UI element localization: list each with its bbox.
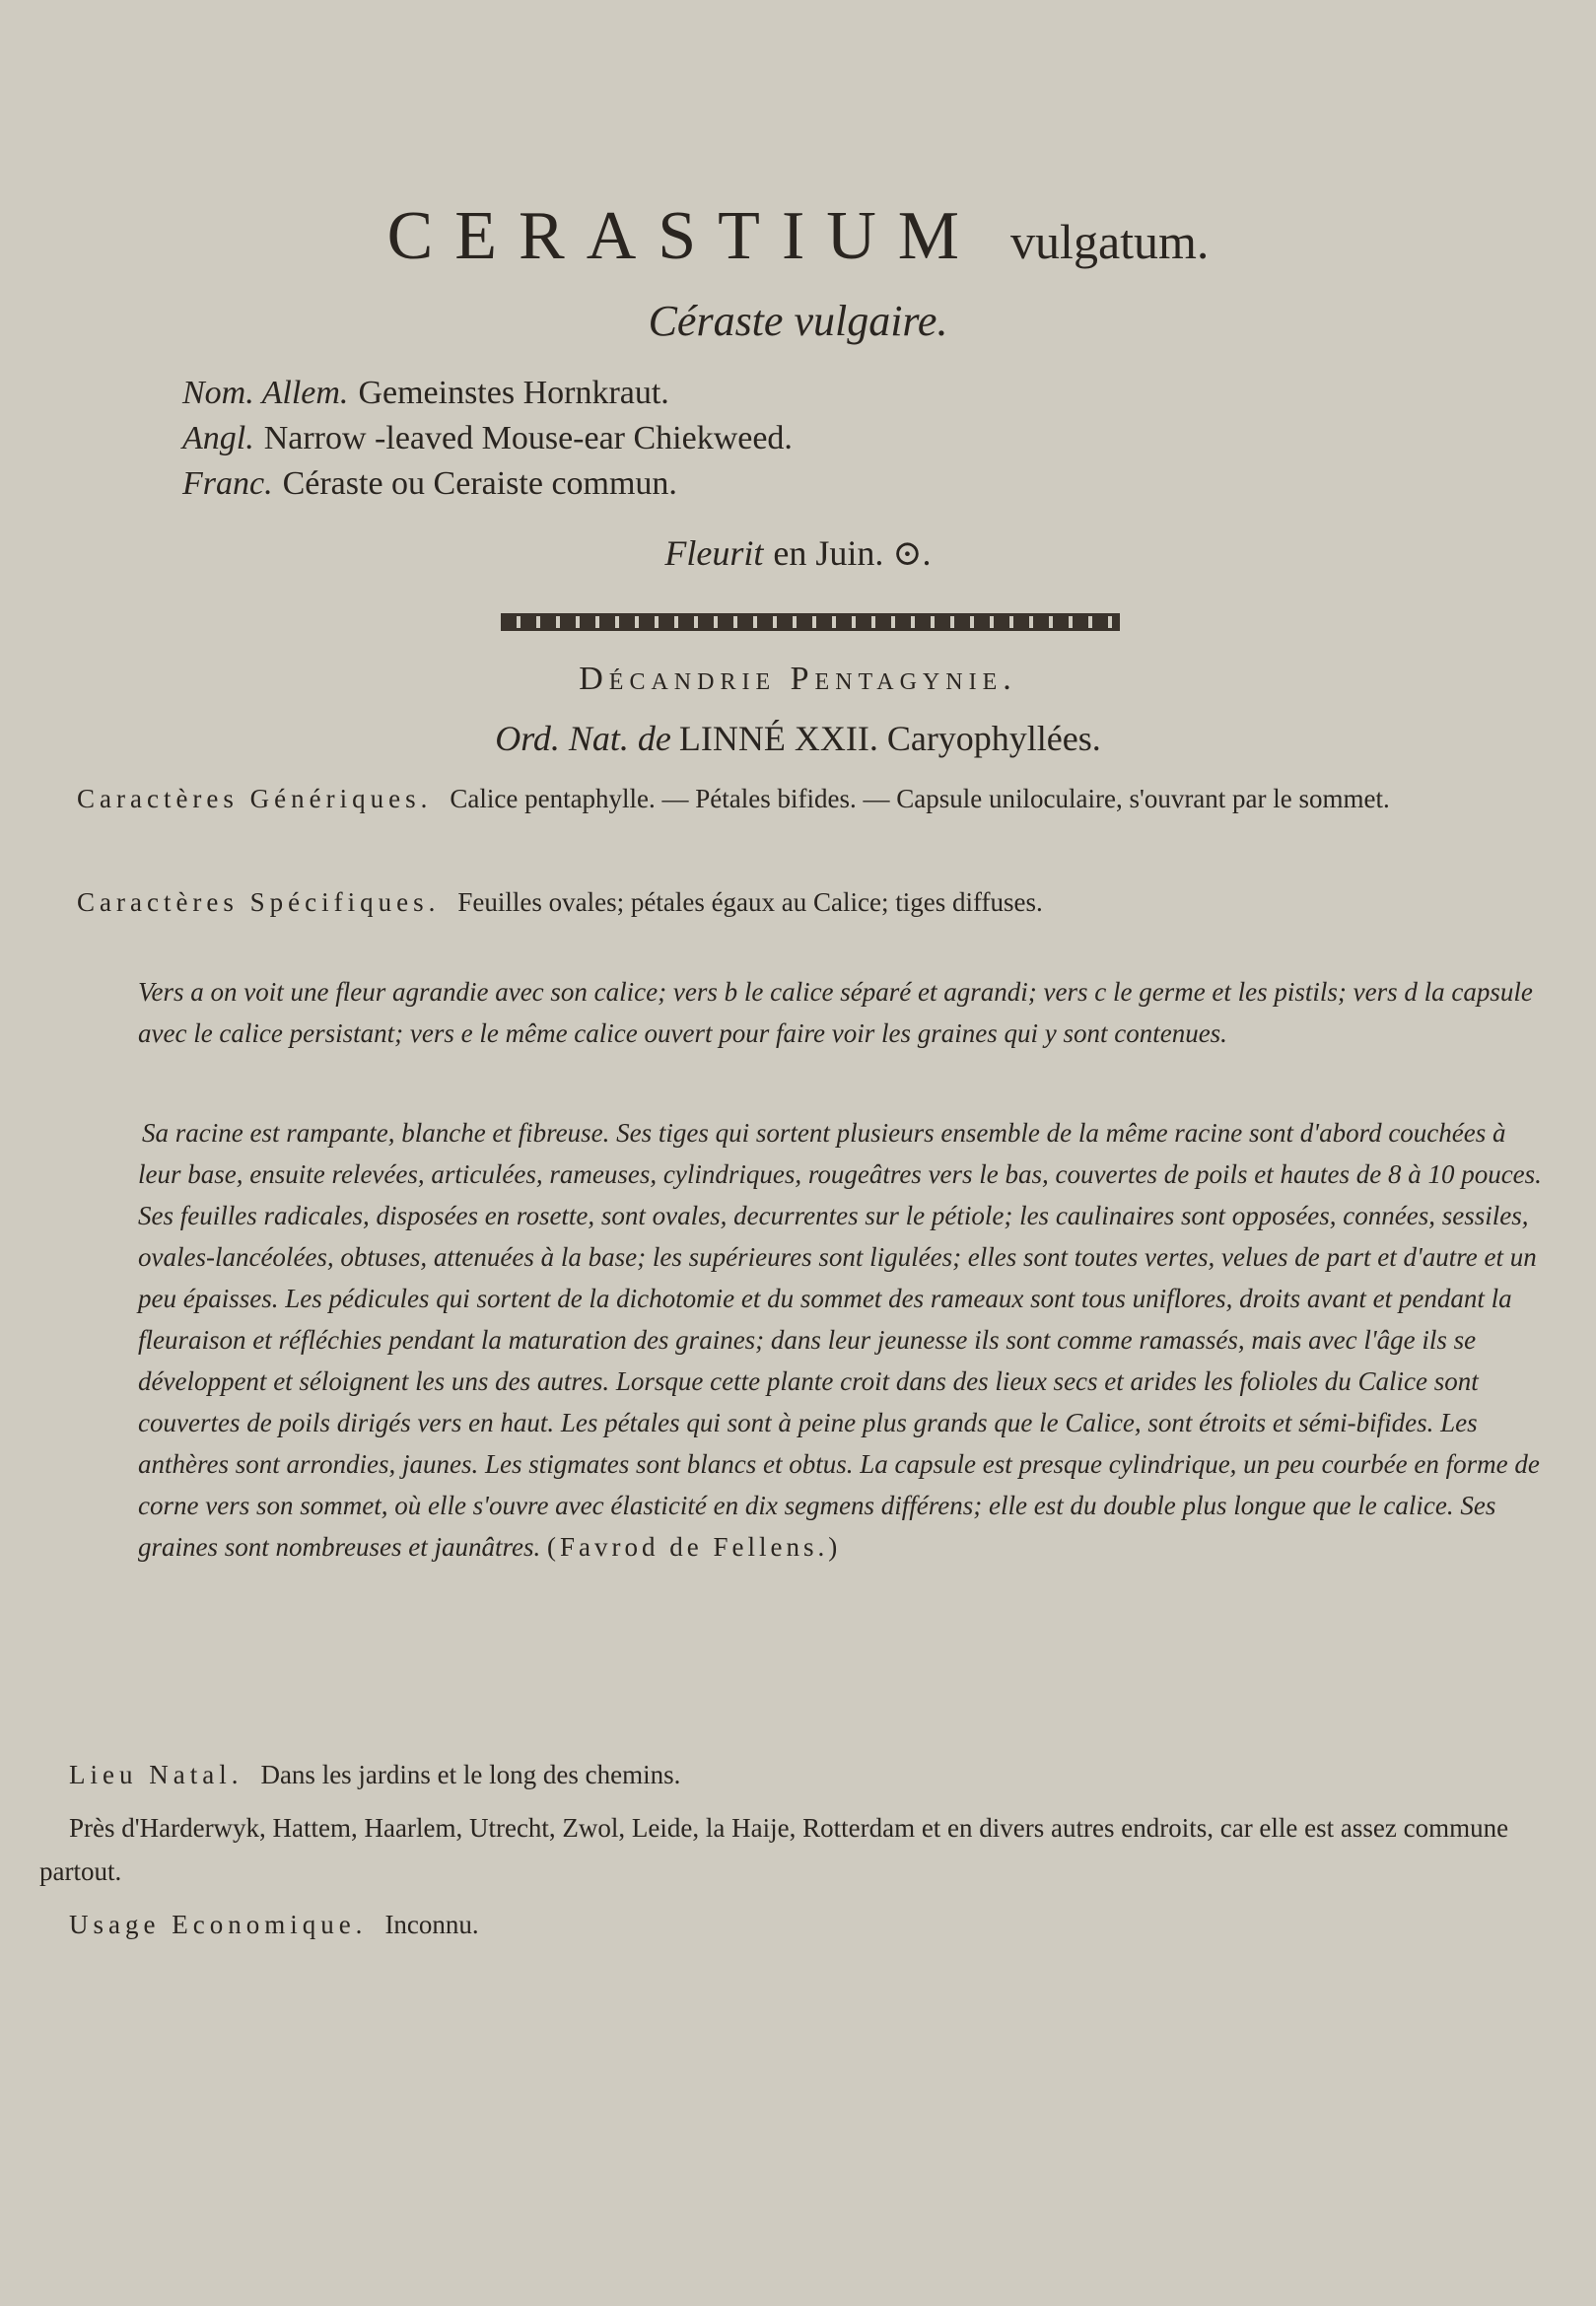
specific-lead: Caractères Spécifiques. <box>77 887 441 917</box>
french-name: Céraste vulgaire. <box>648 297 948 345</box>
habitat-text: Dans les jardins et le long des chemins. <box>260 1760 681 1789</box>
species-name: vulgatum. <box>1010 214 1210 269</box>
ornamental-divider <box>501 613 1120 631</box>
genus-name: CERASTIUM <box>386 198 982 274</box>
usage-text: Inconnu. <box>384 1910 479 1939</box>
linnaean-class: Décandrie Pentagynie. <box>579 661 1017 697</box>
name-row-german <box>182 375 669 412</box>
specific-text: Feuilles ovales; pétales égaux au Calice; tiges diffuses. <box>457 887 1043 917</box>
habitat-line <box>69 1755 1548 1794</box>
specific-characters <box>77 882 1546 922</box>
name-row-english <box>182 420 793 457</box>
flowering-label: Fleurit <box>664 533 764 573</box>
name-label: Angl. <box>182 420 254 456</box>
page-title <box>0 197 1596 276</box>
generic-text: Calice pentaphylle. — Pétales bifides. — Capsule uniloculaire, s'ouvrant par le sommet. <box>450 784 1390 813</box>
usage-lead: Usage Economique. <box>69 1910 368 1939</box>
locations-paragraph: Près d'Harderwyk, Hattem, Haarlem, Utrecht, Zwol, Leide, la Haije, Rotterdam et en divers autres endroits, car elle est assez commune partout. <box>39 1813 1509 1886</box>
usage-line <box>69 1905 1548 1944</box>
name-row-french <box>182 465 677 503</box>
generic-characters <box>47 779 1546 818</box>
description-text: Sa racine est rampante, blanche et fibreuse. Ses tiges qui sortent plusieurs ensemble de la même racine sont d'abord couchées à leur base, ensuite relevées, articulées, rameuses, cylindriques, rougeâtres vers le bas, couvertes de poils et hautes de 8 à 10 pouces. Ses feuilles radicales, disposées en rosette, sont ovales, decurrentes sur le pétiole; les caulinaires sont opposées, connées, sessiles, ovales-lancéolées, obtuses, attenuées à la base; les supérieures sont ligulées; elles sont toutes vertes, velues de part et d'autre et un peu épaisses. Les pédicules qui sortent de la dichotomie et du sommet des rameaux sont tous uniflores, droits avant et pendant la fleuraison et réfléchies pendant la maturation des graines; dans leur jeunesse ils sont comme ramassés, mais avec l'âge ils se développent et séloignent les uns des autres. Lorsque cette plante croit dans des lieux secs et arides les folioles du Calice sont couvertes de poils dirigés vers en haut. Les pétales qui sont à peine plus grands que le Calice, sont étroits et sémi-bifides. Les anthères sont arrondies, jaunes. Les stigmates sont blancs et obtus. La capsule est presque cylindrique, un peu courbée en forme de corne vers son sommet, où elle s'ouvre avec élasticité en dix segmens différens; elle est du double plus longue que le calice. Ses graines sont nombreuses et jaunâtres. <box>138 1118 1542 1562</box>
order-prefix: Ord. Nat. de <box>495 719 671 758</box>
habitat-lead: Lieu Natal. <box>69 1760 243 1789</box>
attribution: (Favrod de Fellens.) <box>546 1532 842 1562</box>
order-value: LINNÉ XXII. Caryophyllées. <box>678 719 1101 758</box>
generic-lead: Caractères Génériques. <box>77 784 433 813</box>
name-value: Gemeinstes Hornkraut. <box>358 375 669 411</box>
description-paragraph <box>138 1112 1548 1568</box>
flowering-line <box>0 532 1596 574</box>
flowering-value: en Juin. ⊙. <box>773 533 932 573</box>
name-value: Narrow -leaved Mouse-ear Chiekweed. <box>263 420 793 456</box>
name-label: Nom. Allem. <box>182 375 349 411</box>
figure-explanation: Vers a on voit une fleur agrandie avec son calice; vers b le calice séparé et agrandi; vers c le germe et les pistils; vers d la capsule avec le calice persistant; vers e le même calice ouvert pour faire voir les graines qui y sont contenues. <box>138 977 1533 1048</box>
name-label: Franc. <box>182 465 273 502</box>
name-value: Céraste ou Ceraiste commun. <box>282 465 677 502</box>
natural-order <box>0 718 1596 759</box>
